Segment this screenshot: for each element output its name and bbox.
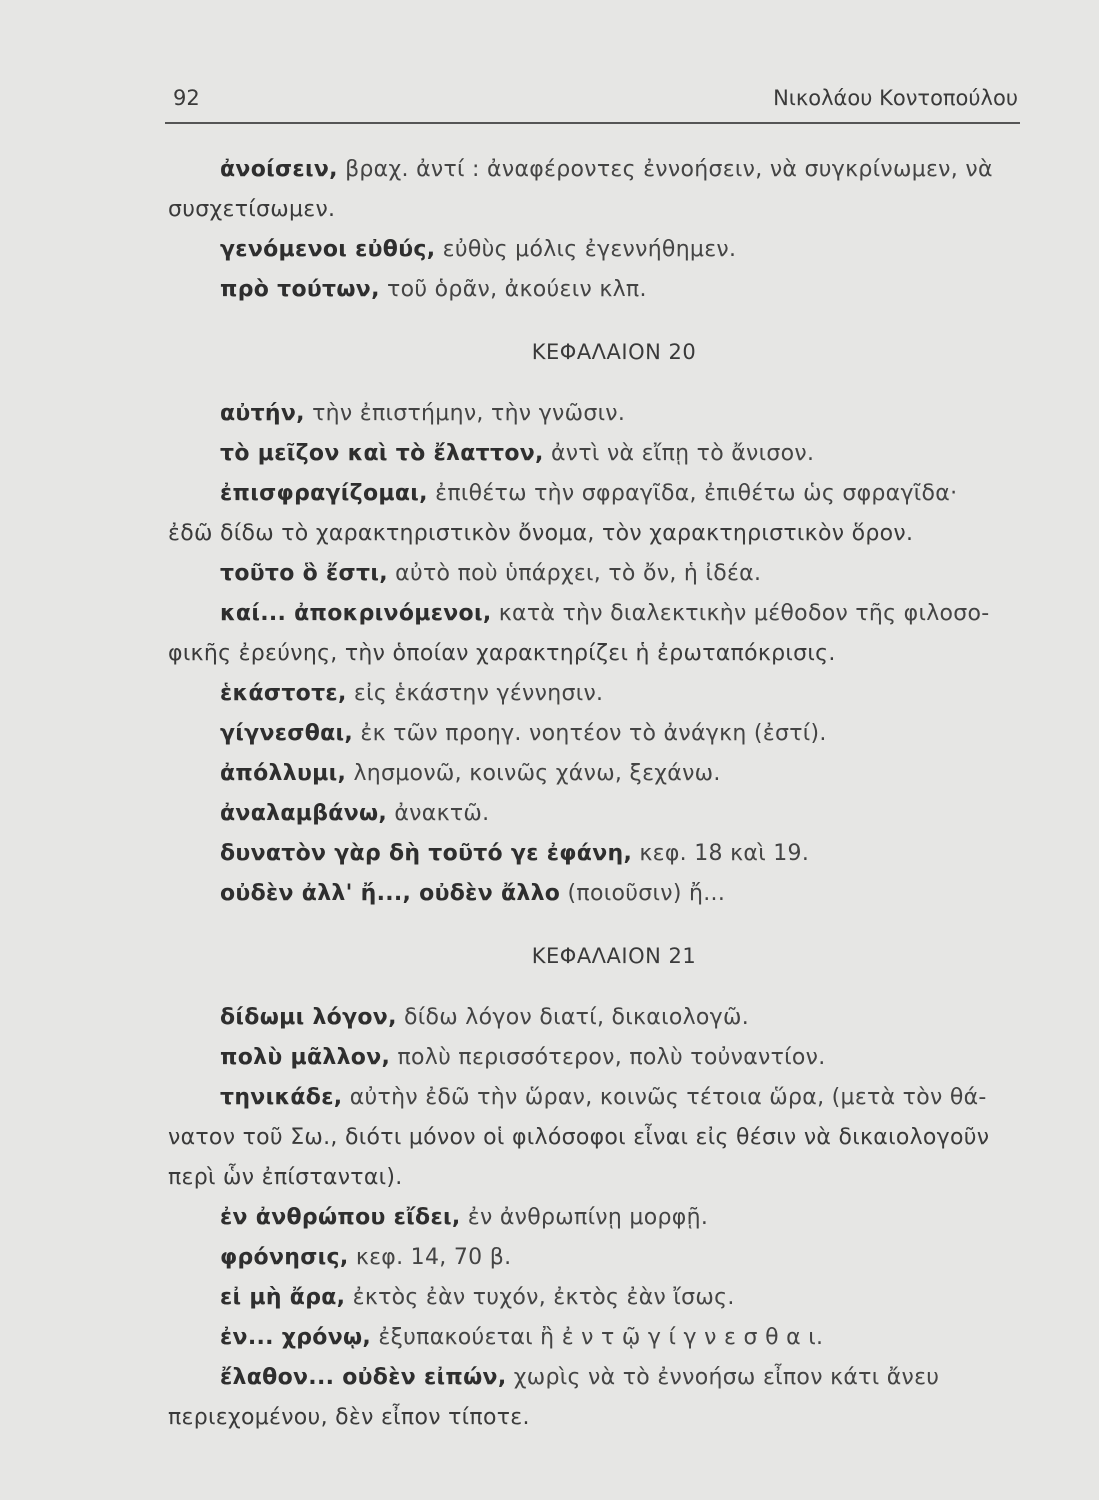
page-number: 92 bbox=[173, 86, 200, 110]
entry-headword: καί... ἀποκρινόμενοι, bbox=[220, 601, 492, 626]
entry bbox=[168, 230, 1030, 270]
entry bbox=[168, 834, 1030, 874]
entry bbox=[168, 434, 1030, 474]
entry-gloss: τοῦ ὁρᾶν, ἀκούειν κλπ. bbox=[379, 277, 647, 302]
entry bbox=[168, 674, 1030, 714]
entry-gloss: ἀνακτῶ. bbox=[387, 801, 490, 826]
page-header bbox=[165, 86, 1018, 118]
entry-headword: ἔλαθον... οὐδὲν εἰπών, bbox=[220, 1365, 507, 1390]
entry-headword: γενόμενοι εὐθύς, bbox=[220, 237, 436, 262]
entry-headword: εἰ μὴ ἄρα, bbox=[220, 1285, 346, 1310]
entry-headword: αὐτήν, bbox=[220, 401, 305, 426]
entry bbox=[168, 270, 1030, 310]
entry bbox=[168, 794, 1030, 834]
entry bbox=[168, 1198, 1030, 1238]
entry-headword: δυνατὸν γὰρ δὴ τοῦτό γε ἐφάνη, bbox=[220, 841, 633, 866]
entry-gloss: ἐξυπακούεται ἢ ἐ ν τ ῷ γ ί γ ν ε σ θ α ι. bbox=[371, 1325, 824, 1350]
entry-headword: πολὺ μᾶλλον, bbox=[220, 1045, 391, 1070]
header-rule bbox=[165, 122, 1020, 124]
entry-headword: ἐν... χρόνῳ, bbox=[220, 1325, 372, 1350]
entry-headword: φρόνησις, bbox=[220, 1245, 349, 1270]
entry-gloss: λησμονῶ, κοινῶς χάνω, ξεχάνω. bbox=[346, 761, 721, 786]
entry-gloss: βραχ. ἀντί : ἀναφέροντες ἐννοήσειν, νὰ συγκρίνωμεν, νὰ bbox=[337, 157, 993, 182]
entry-headword: τηνικάδε, bbox=[220, 1085, 343, 1110]
entry bbox=[168, 1238, 1030, 1278]
chapter-heading: ΚΕΦΑΛΑΙΟΝ 20 bbox=[531, 340, 697, 364]
entry-gloss: ἐκτὸς ἐὰν τυχόν, ἐκτὸς ἐὰν ἴσως. bbox=[345, 1285, 735, 1310]
entry bbox=[168, 474, 1030, 514]
entry bbox=[168, 714, 1030, 754]
entry-continuation: νατον τοῦ Σω., διότι μόνον οἱ φιλόσοφοι εἶναι εἰς θέσιν νὰ δικαιολογοῦν bbox=[168, 1125, 990, 1150]
entry-headword: ἀπόλλυμι, bbox=[220, 761, 347, 786]
entry-headword: ἐν ἀνθρώπου εἴδει, bbox=[220, 1205, 461, 1230]
entry-continuation: περὶ ὧν ἐπίστανται). bbox=[168, 1165, 403, 1190]
entry bbox=[168, 1318, 1030, 1358]
page-body bbox=[168, 150, 1030, 1438]
entry bbox=[168, 1038, 1030, 1078]
entry-headword: τοῦτο ὃ ἔστι, bbox=[220, 561, 388, 586]
entry-headword: οὐδὲν ἀλλ' ἤ..., οὐδὲν ἄλλο bbox=[220, 881, 561, 906]
entry-gloss: κεφ. 14, 70 β. bbox=[348, 1245, 512, 1270]
entry-headword: πρὸ τούτων, bbox=[220, 277, 380, 302]
entry bbox=[168, 150, 1030, 190]
entry-headword: ἑκάστοτε, bbox=[220, 681, 347, 706]
entry-continuation: συσχετίσωμεν. bbox=[168, 197, 336, 222]
entry-gloss: ἐν ἀνθρωπίνῃ μορφῇ. bbox=[460, 1205, 709, 1230]
entry bbox=[168, 1358, 1030, 1398]
entry-headword: ἀνοίσειν, bbox=[220, 157, 338, 182]
entry-continuation: ἐδῶ δίδω τὸ χαρακτηριστικὸν ὄνομα, τὸν χαρακτηριστικὸν ὅρον. bbox=[168, 521, 914, 546]
entry-gloss: εἰς ἑκάστην γέννησιν. bbox=[346, 681, 604, 706]
entry-gloss: (ποιοῦσιν) ἤ... bbox=[560, 881, 726, 906]
entry-headword: τὸ μεῖζον καὶ τὸ ἔλαττον, bbox=[220, 441, 544, 466]
entry bbox=[168, 874, 1030, 914]
entry-gloss: χωρὶς νὰ τὸ ἐννοήσω εἶπον κάτι ἄνευ bbox=[506, 1365, 940, 1390]
entry bbox=[168, 394, 1030, 434]
entry-headword: ἀναλαμβάνω, bbox=[220, 801, 388, 826]
chapter-heading: ΚΕΦΑΛΑΙΟΝ 21 bbox=[531, 944, 697, 968]
entry bbox=[168, 998, 1030, 1038]
entry bbox=[168, 594, 1030, 634]
entry-continuation: περιεχομένου, δὲν εἶπον τίποτε. bbox=[168, 1405, 530, 1430]
entry-gloss: ἀντὶ νὰ εἴπῃ τὸ ἄνισον. bbox=[543, 441, 815, 466]
entry-gloss: τὴν ἐπιστήμην, τὴν γνῶσιν. bbox=[304, 401, 626, 426]
entry-gloss: αὐτὸ ποὺ ὑπάρχει, τὸ ὄν, ἡ ἰδέα. bbox=[387, 561, 762, 586]
entry-gloss: αὐτὴν ἐδῶ τὴν ὥραν, κοινῶς τέτοια ὥρα, (μετὰ τὸν θά- bbox=[342, 1085, 987, 1110]
entry-gloss: κατὰ τὴν διαλεκτικὴν μέθοδον τῆς φιλοσο- bbox=[491, 601, 990, 626]
entry bbox=[168, 1278, 1030, 1318]
entry-headword: δίδωμι λόγον, bbox=[220, 1005, 397, 1030]
entry-headword: ἐπισφραγίζομαι, bbox=[220, 481, 428, 506]
entry-gloss: δίδω λόγον διατί, δικαιολογῶ. bbox=[396, 1005, 750, 1030]
entry bbox=[168, 754, 1030, 794]
entry bbox=[168, 554, 1030, 594]
entry bbox=[168, 1078, 1030, 1118]
entry-gloss: ἐπιθέτω τὴν σφραγῖδα, ἐπιθέτω ὡς σφραγῖδα· bbox=[427, 481, 958, 506]
entry-gloss: ἐκ τῶν προηγ. νοητέον τὸ ἀνάγκη (ἐστί). bbox=[353, 721, 827, 746]
running-title: Νικολάου Κοντοπούλου bbox=[773, 86, 1018, 110]
entry-gloss: κεφ. 18 καὶ 19. bbox=[632, 841, 810, 866]
entry-gloss: εὐθὺς μόλις ἐγεννήθημεν. bbox=[435, 237, 737, 262]
entry-gloss: πολὺ περισσότερον, πολὺ τοὐναντίον. bbox=[390, 1045, 826, 1070]
entry-headword: γίγνεσθαι, bbox=[220, 721, 354, 746]
entry-continuation: φικῆς ἐρεύνης, τὴν ὁποίαν χαρακτηρίζει ἡ ἐρωταπόκρισις. bbox=[168, 641, 836, 666]
